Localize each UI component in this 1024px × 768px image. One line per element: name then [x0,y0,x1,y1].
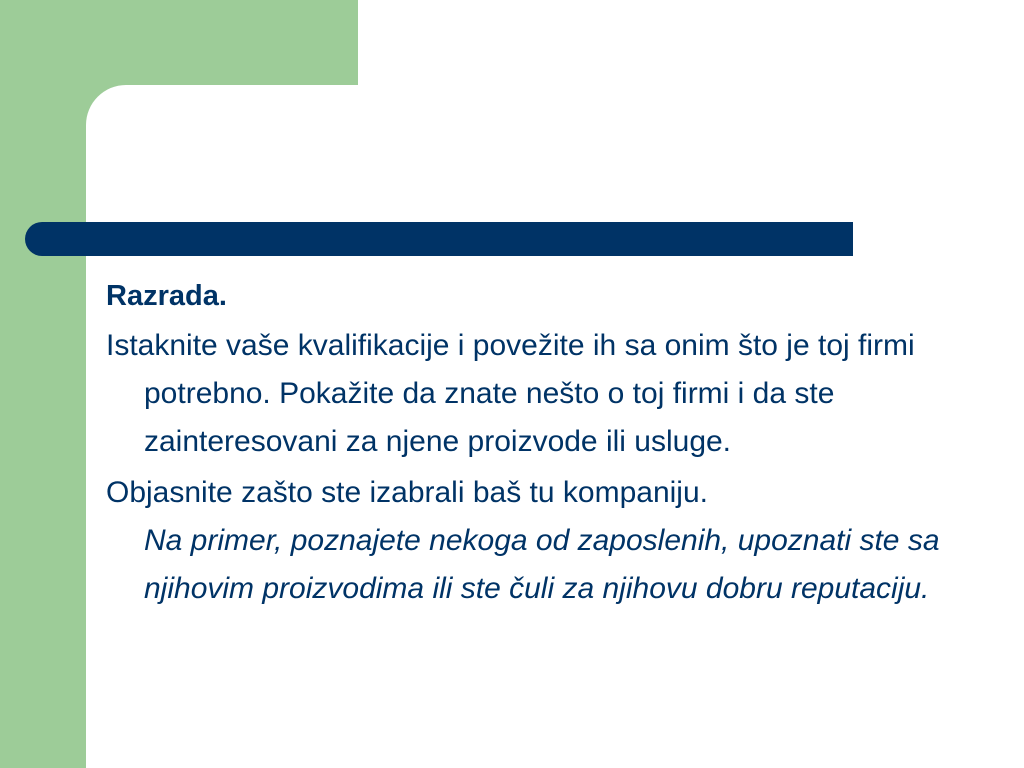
title-bar [25,222,853,256]
paragraph-qualifications: Istaknite vaše kvalifikacije i povežite ih sa onim što je toj firmi potrebno. Pokažite da znate nešto o toj firmi i da ste zainteresovani za njene proizvode ili usluge. [106,329,915,458]
slide-body [106,276,966,616]
paragraph-company-reason-example: Na primer, poznajete nekoga od zaposlenih, upoznati ste sa njihovim proizvodima ili ste čuli za njihovu dobru reputaciju. [144,524,940,605]
paragraph-company-reason [106,469,966,613]
slide-heading: Razrada. [106,280,227,312]
paragraph-company-reason-plain: Objasnite zašto ste izabrali baš tu kompaniju. [106,476,708,509]
